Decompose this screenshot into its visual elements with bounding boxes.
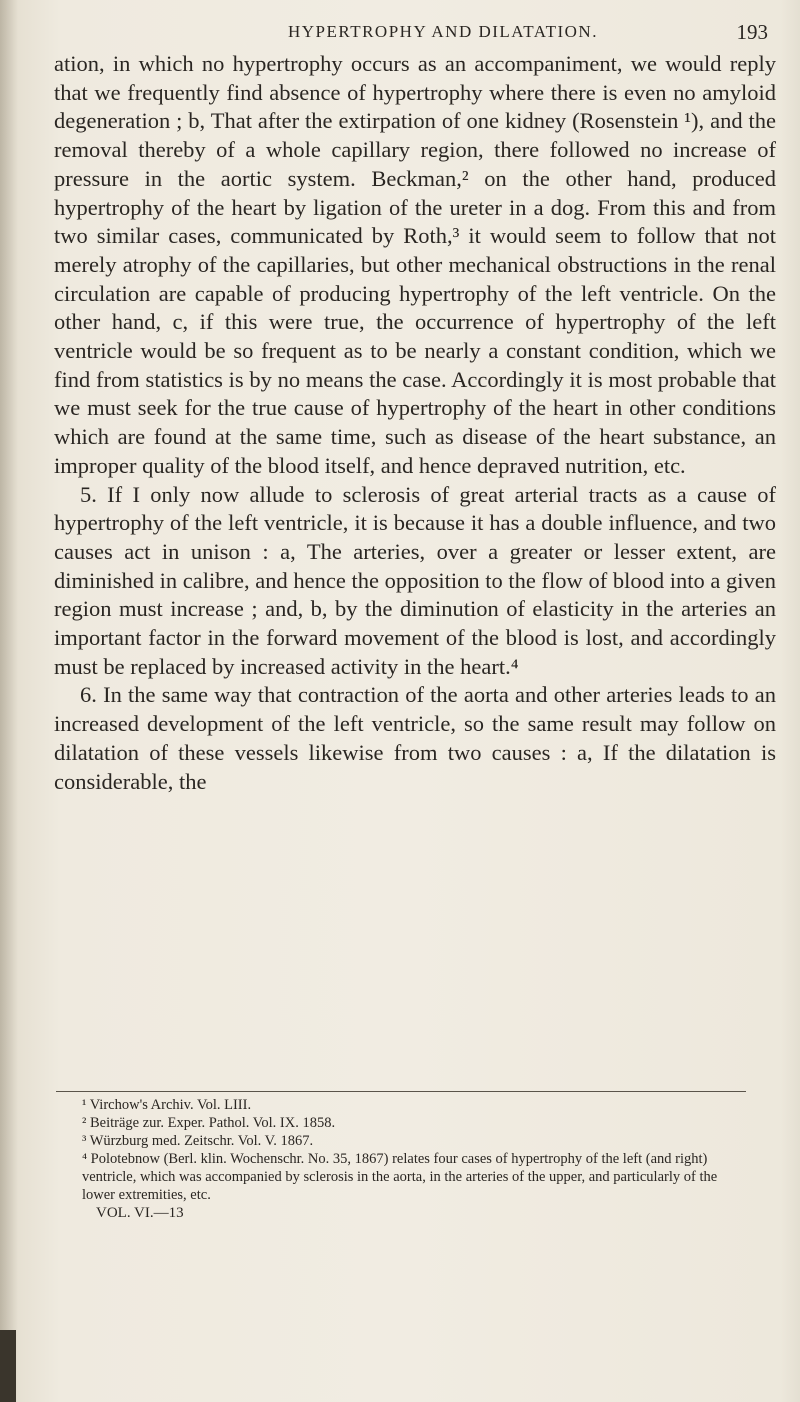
body-text <box>54 50 776 796</box>
page-edge-mark <box>0 1330 16 1402</box>
footnote-1: ¹ Virchow's Archiv. Vol. LIII. <box>82 1097 252 1113</box>
paragraph-continued: ation, in which no hypertrophy occurs as an accompaniment, we would reply that we frequently find absence of hypertrophy where there is even no amyloid degeneration ; b, That after the extirpation of one kidney (Rosenstein ¹), and the removal thereby of a whole capillary region, there followed no increase of pressure in the aortic system. Beckman,² on the other hand, produced hypertrophy of the heart by ligation of the ureter in a dog. From this and from two similar cases, communicated by Roth,³ it would seem to follow that not merely atrophy of the capillaries, but other mechanical obstructions in the renal circulation are capable of producing hypertrophy of the left ventricle. On the other hand, c, if this were true, the occurrence of hypertrophy of the left ventricle would be so frequent as to be nearly a constant condition, which we find from statistics is by no means the case. Accordingly it is most probable that we must seek for the true cause of hypertrophy of the heart in other conditions which are found at the same time, such as disease of the heart substance, an improper quality of the blood itself, and hence depraved nutrition, etc. <box>54 51 776 478</box>
paragraph-6: 6. In the same way that contraction of the aorta and other arteries leads to an increased development of the left ventricle, so the same result may follow on dilatation of these vessels likewise from two causes : a, If the dilatation is considerable, the <box>54 682 776 794</box>
binding-shadow <box>0 0 18 1402</box>
running-head: HYPERTROPHY AND DILATATION. <box>288 22 598 41</box>
footnote-rule <box>56 1091 746 1092</box>
page-header <box>248 20 768 52</box>
paragraph-5: 5. If I only now allude to sclerosis of great arterial tracts as a cause of hypertrophy of the left ventricle, it is because it has a double influence, and two causes act in unison : a, The arteries, over a greater or lesser extent, are diminished in calibre, and hence the opposition to the flow of blood into a given region must increase ; and, b, by the diminution of elasticity in the arteries an important factor in the forward movement of the blood is lost, and accordingly must be replaced by increased activity in the heart.⁴ <box>54 481 776 679</box>
footnote-2: ² Beiträge zur. Exper. Pathol. Vol. IX. 1858. <box>82 1115 336 1131</box>
page-number: 193 <box>736 20 768 44</box>
footnote-3: ³ Würzburg med. Zeitschr. Vol. V. 1867. <box>82 1133 314 1149</box>
signature-mark: VOL. VI.—13 <box>96 1205 184 1221</box>
footnotes <box>56 1096 746 1222</box>
footnote-4: ⁴ Polotebnow (Berl. klin. Wochenschr. No. 35, 1867) relates four cases of hypertrophy of the left (and right) ventricle, which was accompanied by sclerosis in the aorta, in the arteries of the upper, and particularly of the lower extremities, etc. <box>82 1151 718 1203</box>
